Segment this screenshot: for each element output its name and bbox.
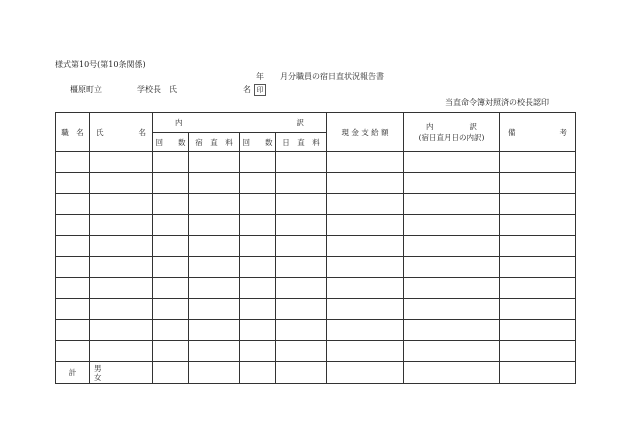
principal-label: 学校長 氏 — [137, 85, 177, 94]
header-position: 職 名 — [56, 113, 90, 152]
header-remarks: 備 考 — [500, 113, 576, 152]
header-breakdown: 内 訳 — [153, 113, 327, 133]
total-row — [56, 362, 576, 384]
table-row — [56, 194, 576, 215]
header-name: 氏 名 — [90, 113, 153, 152]
header-date-breakdown: 内 訳 (宿日直月日の内訳) — [404, 113, 500, 152]
table-row — [56, 173, 576, 194]
table-row — [56, 320, 576, 341]
table-row — [56, 215, 576, 236]
table-row — [56, 152, 576, 173]
table-row — [56, 278, 576, 299]
name-label: 名 — [243, 85, 251, 94]
principal-name-label — [243, 84, 266, 96]
header-night-count: 回 数 — [153, 133, 189, 152]
report-title: 月分職員の宿日直状況報告書 — [280, 72, 384, 81]
duty-report-table — [55, 112, 576, 384]
total-label: 計 — [56, 362, 90, 384]
table-row — [56, 257, 576, 278]
seal-mark: 印 — [254, 84, 266, 96]
table-row — [56, 299, 576, 320]
header-cash-payment: 現 金 支 給 額 — [327, 113, 404, 152]
header-day-pay: 日 直 料 — [276, 133, 327, 152]
form-reference: 様式第10号(第10条関係) — [55, 60, 146, 69]
header-night-pay: 宿 直 料 — [189, 133, 240, 152]
approval-note: 当直命令簿対照済の校長認印 — [445, 98, 549, 107]
gender-labels: 男 女 — [90, 362, 153, 384]
report-year: 年 — [256, 72, 264, 81]
table-row — [56, 341, 576, 362]
school-town: 橿原町立 — [70, 85, 102, 94]
table-row — [56, 236, 576, 257]
header-day-count: 回 数 — [240, 133, 276, 152]
